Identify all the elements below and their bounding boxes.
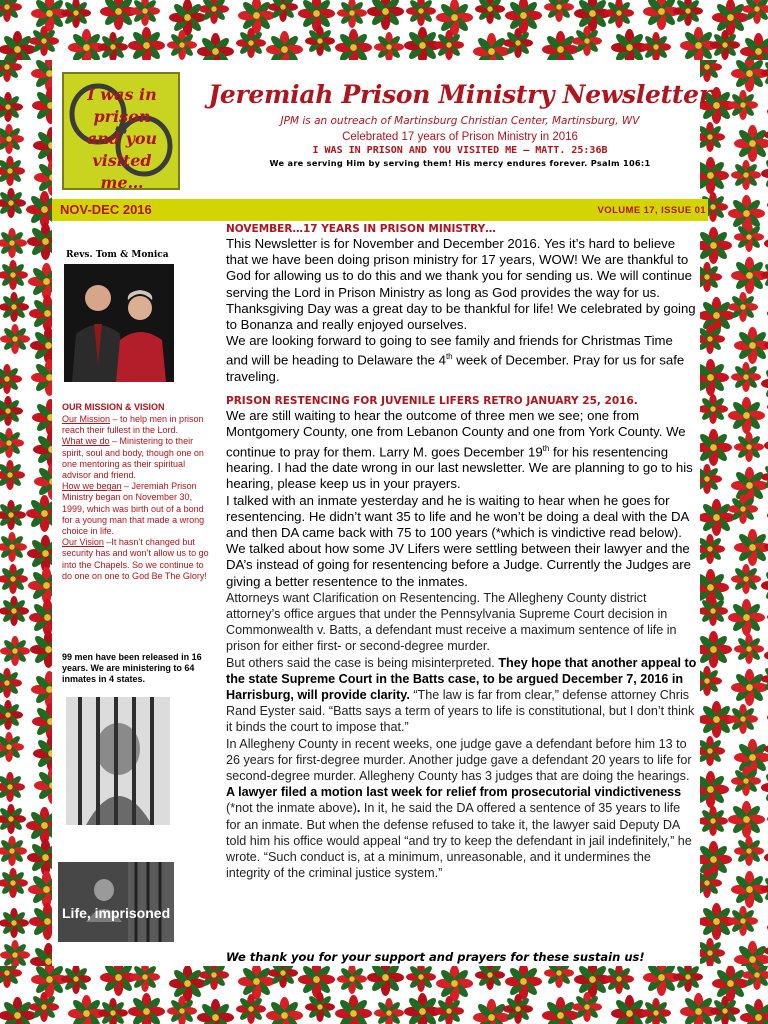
para-allegheny-note: (*not the inmate above): [226, 801, 357, 816]
heading-resentencing: PRISON RESTENCING FOR JUVENILE LIFERS RETRO JANUARY 25, 2016.: [226, 395, 638, 408]
poinsettia-icon: [740, 999, 768, 1024]
released-stats: 99 men have been released in 16 years. We are ministering to 64 inmates in 4 states.: [62, 652, 202, 685]
poinsettia-icon: [700, 429, 732, 466]
poinsettia-icon: [740, 33, 768, 60]
para-misinterpreted-a: But others said the case is being misinterpreted.: [226, 655, 499, 670]
poinsettia-icon: [764, 330, 768, 360]
poinsettia-icon: [734, 941, 768, 966]
poinsettia-icon: [0, 532, 27, 562]
poinsettia-icon: [61, 0, 91, 28]
poinsettia-icon: [700, 771, 729, 808]
poinsettia-icon: [98, 32, 128, 60]
poinsettia-icon: [604, 966, 634, 994]
poinsettia-icon: [34, 767, 52, 804]
poinsettia-icon: [367, 0, 404, 30]
mission-text: [62, 414, 214, 582]
para-waiting: [226, 408, 698, 492]
poinsettia-icon: [199, 966, 229, 990]
poinsettia-icon: [734, 836, 764, 866]
poinsettia-icon: [728, 494, 758, 524]
pastors-photo: [64, 264, 174, 382]
poinsettia-icon: [305, 992, 335, 1022]
issue-date: NOV-DEC 2016: [60, 202, 152, 217]
poinsettia-icon: [30, 943, 52, 966]
poinsettia-icon: [199, 0, 229, 24]
poinsettia-icon: [673, 0, 703, 26]
poinsettia-icon: [128, 993, 165, 1024]
poinsettia-icon: [731, 766, 761, 796]
poinsettia-icon: [266, 997, 303, 1024]
poinsettia-icon: [0, 700, 23, 730]
poinsettia-icon: [503, 994, 533, 1024]
poinsettia-icon: [731, 362, 761, 392]
para-waiting-b: for his resentencing hearing. I had the date wrong in our last newsletter. We are planning to go to his hearing, please keep us in your prayers.: [226, 444, 693, 492]
poinsettia-icon: [30, 631, 52, 668]
poinsettia-icon: [434, 996, 464, 1024]
whatwedo-label: What we do: [62, 436, 110, 447]
poinsettia-icon: [734, 529, 768, 566]
poinsettia-icon: [0, 908, 29, 938]
poinsettia-icon: [374, 32, 404, 60]
poinsettia-icon: [406, 966, 436, 992]
poinsettia-icon: [544, 966, 574, 988]
para-christmas-a: We are looking forward to going to see family and friends for Christmas Time and will be heading to Delaware the 4: [226, 333, 673, 368]
poinsettia-icon: [728, 906, 758, 936]
poinsettia-icon: [700, 596, 728, 626]
began-description: – Jeremiah Prison Ministry began on November 30, 1999, which was birth out of a bond for a young man that made a wrong choice in life.: [62, 481, 205, 537]
poinsettia-icon: [31, 359, 52, 396]
poinsettia-icon: [764, 532, 768, 562]
poinsettia-icon: [167, 30, 197, 60]
poinsettia-icon: [434, 30, 464, 60]
para-allegheny: [226, 736, 698, 882]
poinsettia-border-left: [0, 60, 52, 966]
poinsettia-icon: [728, 90, 758, 120]
poinsettia-icon: [26, 495, 52, 532]
ministry-logo: [62, 72, 180, 190]
poinsettia-icon: [0, 428, 24, 458]
para-misinterpreted: [226, 655, 698, 736]
poinsettia-icon: [0, 188, 26, 218]
poinsettia-icon: [475, 966, 505, 990]
poinsettia-icon: [0, 324, 30, 354]
poinsettia-icon: [700, 631, 732, 668]
newsletter-title: Jeremiah Prison Ministry Newsletter: [208, 80, 712, 109]
poinsettia-icon: [710, 996, 740, 1024]
poinsettia-icon: [0, 460, 25, 490]
poinsettia-icon: [0, 836, 27, 866]
poinsettia-icon: [236, 28, 266, 58]
poinsettia-icon: [761, 60, 768, 88]
whatwedo-description: – Ministering to their spirit, soul and body, though one on one mentoring as their spiritual advisor and friend.: [62, 436, 204, 481]
poinsettia-icon: [0, 636, 30, 666]
prisoner-behind-bars-image: [66, 697, 170, 825]
logo-line-1: I was in prison: [87, 85, 157, 126]
poinsettia-icon: [761, 260, 768, 290]
poinsettia-icon: [728, 704, 758, 734]
verse-line: I WAS IN PRISON AND YOU VISITED ME – MATT. 25:36B: [312, 145, 608, 156]
para-allegheny-bold: A lawyer filed a motion last week for relief from prosecutorial vindictiveness: [226, 785, 682, 800]
poinsettia-icon: [0, 228, 27, 258]
mission-description: – to help men in prison reach their fullest in the Lord.: [62, 414, 204, 436]
poinsettia-icon: [197, 999, 234, 1024]
poinsettia-icon: [335, 29, 372, 60]
poinsettia-icon: [335, 995, 372, 1024]
poinsettia-icon: [764, 427, 768, 464]
life-imprisoned-label: Life, imprisoned: [62, 905, 171, 921]
poinsettia-icon: [572, 26, 602, 56]
poinsettia-icon: [700, 806, 728, 836]
poinsettia-icon: [728, 397, 765, 434]
poinsettia-icon: [734, 432, 764, 462]
poinsettia-icon: [167, 996, 197, 1024]
poinsettia-icon: [27, 223, 52, 260]
poinsettia-icon: [337, 966, 367, 994]
para-allegheny-c: In it, he said the DA offered a sentence of 35 years to life for an inmate. But when the defense refused to take it, the lawyer said Deputy DA told him his office would appeal “and try to keep the defendant in jail indefinitely,” he wrote. “Such conduct is, at a minimum, unreasonable, and it undermines the integrity of the criminal justice system.”: [226, 801, 692, 881]
poinsettia-border-bottom: [0, 966, 768, 1024]
poinsettia-icon: [0, 500, 26, 530]
logo-line-3: visited me…: [92, 151, 152, 192]
poinsettia-icon: [0, 124, 24, 154]
life-imprisoned-image: [58, 862, 174, 942]
poinsettia-icon: [0, 92, 23, 122]
poinsettia-icon: [700, 394, 728, 424]
poinsettia-icon: [734, 327, 768, 364]
poinsettia-icon: [374, 998, 404, 1024]
poinsettia-icon: [268, 966, 298, 988]
began-label: How we began: [62, 481, 122, 492]
poinsettia-icon: [710, 30, 740, 60]
poinsettia-icon: [700, 534, 725, 564]
main-article: [226, 222, 698, 882]
para-inmate-talk: I talked with an inmate yesterday and he is waiting to hear when he goes for resentencing. He didn’t want 35 to life and he won’t be doing a deal with the DA and then DA came back with 75 to 100 years (*which is vindictive read below). We talked about how some JV Lifers were settling between their lawyer and the DA’s instead of going for resentencing before a Judge. Currently the Judges are giving a better resentence to the inmates.: [226, 492, 692, 589]
poinsettia-icon: [761, 462, 768, 492]
para-christmas-b: week of December. Pray for us for safe traveling.: [226, 352, 685, 385]
para-allegheny-a: In Allegheny County in recent weeks, one judge gave a defendant before him 13 to 26 years for first-degree murder. Another judge gave a defendant 20 years to life for second-degree murder. Allegheny County has 3 judges that are doing the hearings.: [226, 736, 692, 784]
poinsettia-icon: [0, 396, 23, 426]
outreach-line: JPM is an outreach of Martinsburg Christian Center, Martinsburg, WV: [280, 115, 640, 127]
poinsettia-icon: [0, 260, 28, 290]
poinsettia-icon: [731, 564, 761, 594]
poinsettia-icon: [0, 772, 25, 802]
poinsettia-icon: [742, 966, 768, 990]
poinsettia-icon: [700, 938, 725, 966]
poinsettia-icon: [544, 0, 574, 22]
poinsettia-icon: [700, 736, 725, 766]
poinsettia-icon: [764, 936, 768, 966]
poinsettia-icon: [305, 26, 335, 56]
poinsettia-border-top: [0, 0, 768, 60]
poinsettia-icon: [61, 966, 91, 994]
poinsettia-icon: [0, 732, 24, 762]
poinsettia-icon: [734, 222, 764, 252]
poinsettia-icon: [728, 801, 765, 838]
logo-line-2: and you: [86, 129, 158, 148]
poinsettia-icon: [0, 364, 22, 394]
para-waiting-sup: th: [542, 443, 550, 453]
volume-issue: VOLUME 17, ISSUE 01: [597, 205, 706, 216]
poinsettia-icon: [268, 0, 298, 22]
poinsettia-icon: [728, 599, 765, 636]
logo-text: [70, 84, 174, 194]
vision-label: Our Vision: [62, 537, 104, 548]
poinsettia-icon: [734, 634, 764, 664]
poinsettia-icon: [761, 155, 768, 192]
poinsettia-icon: [700, 868, 722, 898]
poinsettia-icon: [503, 28, 533, 58]
poinsettia-icon: [197, 33, 234, 60]
poinsettia-icon: [0, 940, 30, 966]
poinsettia-icon: [572, 992, 602, 1022]
poinsettia-icon: [266, 31, 303, 60]
poinsettia-icon: [700, 262, 722, 292]
poinsettia-icon: [236, 994, 266, 1024]
poinsettia-icon: [475, 0, 505, 24]
vision-description: –It hasn’t changed but security has and won’t allow us to go into the Chapels. So we continue to do one on one to God Be The Glory!: [62, 537, 209, 581]
poinsettia-icon: [641, 32, 671, 60]
poinsettia-icon: [29, 992, 59, 1022]
poinsettia-icon: [728, 292, 758, 322]
poinsettia-icon: [337, 0, 367, 28]
poinsettia-icon: [0, 60, 22, 82]
poinsettia-icon: [0, 868, 28, 898]
poinsettia-icon: [0, 596, 29, 626]
heading-17-years: NOVEMBER…17 YEARS IN PRISON MINISTRY…: [226, 223, 496, 235]
poinsettia-icon: [0, 156, 25, 186]
poinsettia-icon: [0, 668, 22, 698]
poinsettia-icon: [128, 27, 165, 60]
poinsettia-icon: [700, 60, 722, 82]
poinsettia-icon: [764, 734, 768, 764]
poinsettia-icon: [130, 0, 160, 26]
poinsettia-icon: [29, 903, 52, 940]
poinsettia-icon: [742, 0, 768, 24]
poinsettia-icon: [700, 464, 722, 494]
celebrated-line: Celebrated 17 years of Prison Ministry in 2016: [342, 131, 578, 143]
para-misinterpreted-b: “The law is far from clear,” defense attorney Chris Rand Eyster said. “Batts says a term of years to life is constitutional, but I don’t think it binds the court to impose that.”: [226, 688, 695, 735]
para-attorneys: Attorneys want Clarification on Resentencing. The Allegheny County district attorney’s office argues that under the Pennsylvania Supreme Court decision in Commonwealth v. Batts, a defendant must receive a maximum sentence of life in prison for either first- or second-degree murder.: [226, 590, 677, 654]
poinsettia-border-right: [700, 60, 768, 966]
poinsettia-icon: [764, 120, 768, 150]
para-newsletter-intro: This Newsletter is for November and December 2016. Yes it’s hard to believe that we have been doing prison ministry for 17 years, WOW! We are thankful to God for allowing us to do this and we thank you for sending us. We will continue serving the Lord in Prison Ministry as long as God provides the way for us.: [226, 236, 692, 300]
mission-label: Our Mission: [62, 414, 111, 424]
thank-you-line: We thank you for your support and prayers for these sustain us!: [226, 950, 645, 964]
para-waiting-a: We are still waiting to hear the outcome of three men we see; one from Montgomery County, one from Lebanon County and one from York County. We continue to pray for them. Larry M. goes December 19: [226, 408, 686, 460]
poinsettia-icon: [406, 0, 436, 26]
para-christmas-sup: th: [445, 352, 453, 362]
poinsettia-icon: [673, 966, 703, 992]
poinsettia-icon: [761, 874, 768, 904]
para-allegheny-period: .: [356, 801, 361, 816]
mission-heading: OUR MISSION & VISION: [62, 402, 165, 412]
poinsettia-icon: [130, 966, 160, 992]
motto-line: We are serving Him by serving them! His mercy endures forever. Psalm 106:1: [269, 158, 651, 168]
poinsettia-icon: [0, 292, 29, 322]
poinsettia-icon: [604, 0, 634, 28]
poinsettia-icon: [98, 998, 128, 1024]
poinsettia-icon: [0, 564, 28, 594]
poinsettia-icon: [0, 966, 22, 988]
poinsettia-icon: [700, 324, 725, 354]
poinsettia-icon: [0, 804, 26, 834]
para-christmas: [226, 333, 698, 385]
poinsettia-icon: [700, 359, 729, 396]
poinsettia-icon: [29, 26, 59, 56]
para-thanksgiving: Thanksgiving Day was a great day to be thankful for life! We celebrated by going to Bonanza and really enjoyed ourselves.: [226, 300, 696, 333]
para-misinterpreted-bold: They hope that another appeal to the state Supreme Court in the Batts case, to be argued December 7, 2016 in Harrisburg, will provide clarity.: [226, 655, 697, 703]
poinsettia-icon: [641, 998, 671, 1024]
poinsettia-icon: [761, 664, 768, 694]
poinsettia-icon: [32, 87, 52, 124]
poinsettia-icon: [367, 966, 404, 996]
poinsettia-icon: [0, 0, 22, 22]
poinsettia-icon: [700, 227, 732, 264]
poinsettia-icon: [700, 666, 722, 696]
photo-caption: Revs. Tom & Monica: [66, 250, 169, 260]
